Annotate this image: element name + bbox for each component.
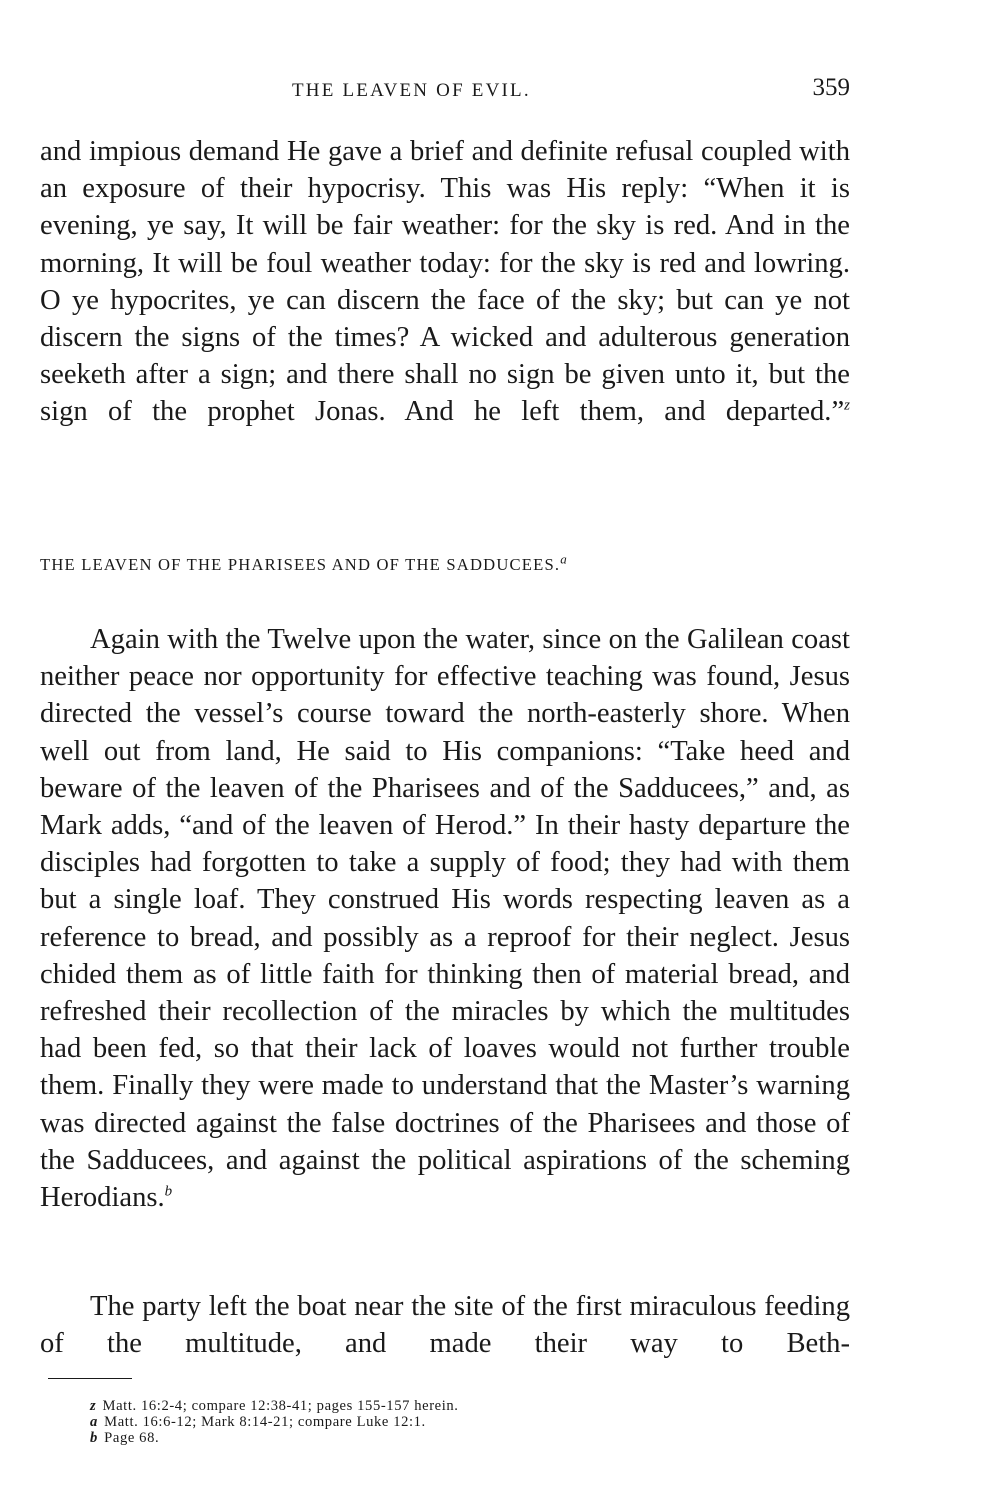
footnote-mark: a [90,1414,98,1430]
footnotes [90,1398,790,1446]
paragraph-leaven-warning [40,621,850,1216]
footnote-ref-a[interactable]: a [560,551,568,567]
footnote-b [90,1430,790,1446]
footnote-mark: z [90,1398,97,1414]
running-head [0,72,1000,112]
footnote-text: Matt. 16:2-4; compare 12:38-41; pages 155-157 herein. [102,1398,459,1414]
running-title: THE LEAVEN OF EVIL. [292,80,531,101]
paragraph-text: The party left the boat near the site of the first miraculous feeding of the multitude, and made their way to Beth- [40,1291,850,1360]
page-number: 359 [812,74,850,101]
section-heading-text: THE LEAVEN OF THE PHARISEES AND OF THE SADDUCEES. [40,555,561,574]
footnote-ref-b[interactable]: b [164,1183,173,1200]
footnote-text: Page 68. [104,1430,160,1446]
footnote-text: Matt. 16:6-12; Mark 8:14-21; compare Luke 12:1. [104,1414,426,1430]
paragraph-pharisees-demand [40,133,850,431]
footnote-z [90,1398,790,1414]
paragraph-party-left-boat [40,1288,850,1362]
footnote-a [90,1414,790,1430]
footnote-mark: b [90,1430,98,1446]
paragraph-text: Again with the Twelve upon the water, since on the Galilean coast neither peace nor opportunity for effective teaching was found, Jesus directed the vessel’s course toward the north-easterly shore. When well out from land, He said to His companions: “Take heed and beware of the leaven of the Pharisees and of the Sadducees,” and, as Mark adds, “and of the leaven of Herod.” In their hasty departure the disciples had forgotten to take a supply of food; they had with them but a single loaf. They construed His words respecting leaven as a reference to bread, and possibly as a reproof for their neglect. Jesus chided them as of little faith for thinking then of material bread, and refreshed their recollection of the miracles by which the multitudes had been fed, so that their lack of loaves would not further trouble them. Finally they were made to understand that the Master’s warning was directed against the false doctrines of the Pharisees and those of the Sadducees, and against the political aspirations of the scheming Herodians. [40,624,850,1214]
paragraph-text: and impious demand He gave a brief and definite refusal coupled with an exposure of their hypocrisy. This was His reply: “When it is evening, ye say, It will be fair weather: for the sky is red. And in the morning, It will be foul weather today: for the sky is red and lowring. O ye hypocrites, ye can discern the face of the sky; but can ye not discern the signs of the times? A wicked and adulterous generation seeketh after a sign; and there shall no sign be given unto it, but the sign of the prophet Jonas. And he left them, and departed.” [40,136,850,428]
footnote-rule [48,1378,132,1379]
section-heading [40,551,852,575]
footnote-ref-z[interactable]: z [844,397,850,414]
